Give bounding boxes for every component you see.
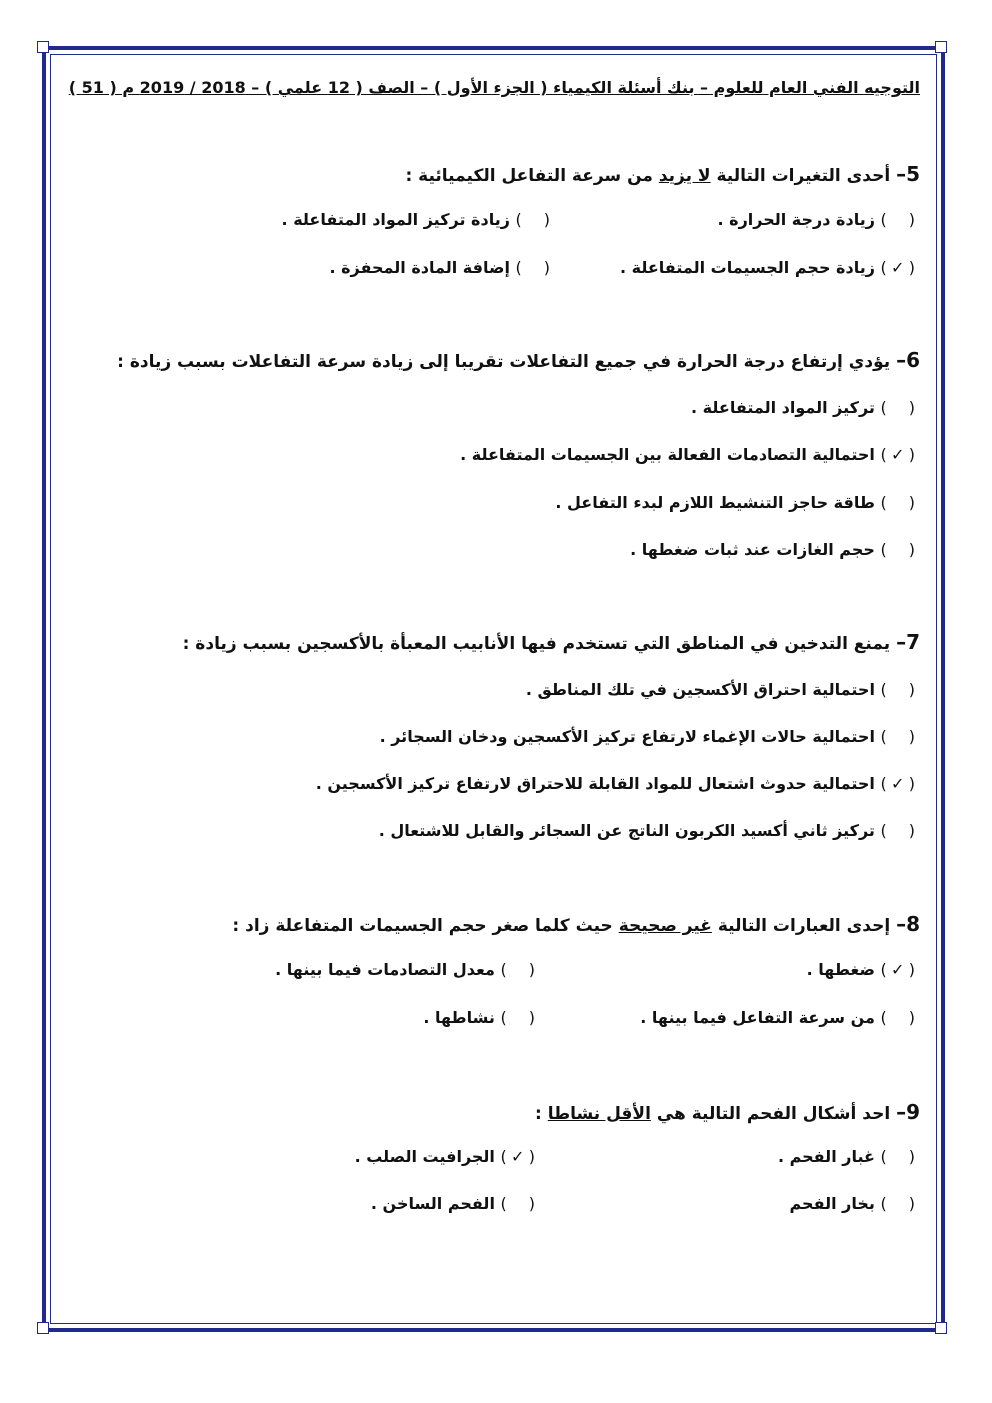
question-number: 5– — [896, 162, 920, 186]
option-7c[interactable]: (✓) احتمالية حدوث اشتعال للمواد القابلة للاحتراق لارتفاع تركيز الأكسجين . — [315, 774, 915, 793]
option-text: من سرعة التفاعل فيما بينها . — [640, 1008, 875, 1027]
option-7b[interactable]: () احتمالية حالات الإغماء لارتفاع تركيز الأكسجين ودخان السجائر . — [379, 727, 915, 746]
option-5a[interactable]: () زيادة درجة الحرارة . — [717, 210, 915, 229]
question-text: يمنع التدخين في المناطق التي تستخدم فيها الأنابيب المعبأة بالأكسجين بسبب زيادة : — [182, 634, 891, 654]
question-6 — [117, 348, 920, 372]
option-text: طاقة حاجز التنشيط اللازم لبدء التفاعل . — [555, 493, 875, 512]
option-text: ضغطها . — [806, 960, 875, 979]
check-icon[interactable]: ✓ — [891, 960, 905, 979]
question-text: حيث كلما صغر حجم الجسيمات المتفاعلة زاد : — [232, 916, 613, 936]
question-text: احد أشكال الفحم التالية هي — [656, 1104, 891, 1124]
option-text: الجرافيت الصلب . — [354, 1147, 495, 1166]
corner-ornament — [935, 1322, 947, 1334]
question-number: 6– — [896, 348, 920, 372]
worksheet-page — [60, 60, 920, 1310]
option-6a[interactable]: () تركيز المواد المتفاعلة . — [691, 398, 915, 417]
option-text: الفحم الساخن . — [370, 1194, 495, 1213]
question-5 — [405, 162, 920, 186]
question-text: : — [535, 1104, 542, 1124]
question-text: يؤدي إرتفاع درجة الحرارة في جميع التفاعلات تقريبا إلى زيادة سرعة التفاعلات بسبب زيادة : — [117, 352, 891, 372]
option-7a[interactable]: () احتمالية احتراق الأكسجين في تلك المناطق . — [525, 680, 915, 699]
option-text: غبار الفحم . — [777, 1147, 875, 1166]
option-text: احتمالية احتراق الأكسجين في تلك المناطق . — [525, 680, 875, 699]
question-emphasis: غير صحيحة — [618, 916, 712, 936]
check-icon[interactable]: ✓ — [891, 774, 905, 793]
option-9a[interactable]: () غبار الفحم . — [777, 1147, 915, 1166]
question-number: 7– — [896, 630, 920, 654]
question-text: أحدى التغيرات التالية — [716, 166, 891, 186]
question-emphasis: لا يزيد — [658, 166, 711, 186]
question-text: من سرعة التفاعل الكيميائية : — [405, 166, 653, 186]
page-header: التوجيه الفني العام للعلوم – بنك أسئلة الكيمياء ( الجزء الأول ) – الصف ( 12 علمي ) – 2018 / 2019 م ( 51 ) — [68, 78, 920, 97]
option-9c[interactable]: () بخار الفحم — [789, 1194, 915, 1213]
option-text: حجم الغازات عند ثبات ضغطها . — [630, 540, 875, 559]
option-5d[interactable]: () إضافة المادة المحفزة . — [329, 258, 550, 277]
option-text: احتمالية التصادمات الفعالة بين الجسيمات المتفاعلة . — [460, 445, 875, 464]
check-icon[interactable]: ✓ — [891, 445, 905, 464]
option-text: معدل التصادمات فيما بينها . — [275, 960, 495, 979]
corner-ornament — [37, 1322, 49, 1334]
option-5b[interactable]: () زيادة تركيز المواد المتفاعلة . — [281, 210, 550, 229]
option-text: احتمالية حدوث اشتعال للمواد القابلة للاحتراق لارتفاع تركيز الأكسجين . — [315, 774, 875, 793]
corner-ornament — [37, 41, 49, 53]
corner-ornament — [935, 41, 947, 53]
option-8c[interactable]: () من سرعة التفاعل فيما بينها . — [640, 1008, 915, 1027]
option-text: إضافة المادة المحفزة . — [329, 258, 510, 277]
question-9 — [535, 1100, 920, 1124]
option-text: نشاطها . — [423, 1008, 495, 1027]
question-emphasis: الأقل نشاطا — [547, 1104, 651, 1124]
option-9b[interactable]: (✓) الجرافيت الصلب . — [354, 1147, 535, 1166]
question-text: إحدى العبارات التالية — [717, 916, 891, 936]
option-text: بخار الفحم — [789, 1194, 875, 1213]
option-6b[interactable]: (✓) احتمالية التصادمات الفعالة بين الجسيمات المتفاعلة . — [460, 445, 915, 464]
check-icon[interactable]: ✓ — [891, 258, 905, 277]
option-8d[interactable]: () نشاطها . — [423, 1008, 535, 1027]
option-8a[interactable]: (✓) ضغطها . — [806, 960, 915, 979]
option-text: تركيز ثاني أكسيد الكربون الناتج عن السجائر والقابل للاشتعال . — [378, 821, 875, 840]
option-text: زيادة تركيز المواد المتفاعلة . — [281, 210, 510, 229]
option-text: احتمالية حالات الإغماء لارتفاع تركيز الأكسجين ودخان السجائر . — [379, 727, 875, 746]
question-7 — [183, 630, 920, 654]
question-number: 9– — [896, 1100, 920, 1124]
check-icon[interactable]: ✓ — [511, 1147, 525, 1166]
option-text: زيادة درجة الحرارة . — [717, 210, 875, 229]
option-6d[interactable]: () حجم الغازات عند ثبات ضغطها . — [630, 540, 915, 559]
question-8 — [232, 912, 920, 936]
option-8b[interactable]: () معدل التصادمات فيما بينها . — [275, 960, 535, 979]
option-9d[interactable]: () الفحم الساخن . — [370, 1194, 535, 1213]
option-text: تركيز المواد المتفاعلة . — [691, 398, 875, 417]
option-7d[interactable]: () تركيز ثاني أكسيد الكربون الناتج عن السجائر والقابل للاشتعال . — [378, 821, 915, 840]
option-6c[interactable]: () طاقة حاجز التنشيط اللازم لبدء التفاعل . — [555, 493, 915, 512]
question-number: 8– — [896, 912, 920, 936]
option-5c[interactable]: (✓) زيادة حجم الجسيمات المتفاعلة . — [619, 258, 915, 277]
option-text: زيادة حجم الجسيمات المتفاعلة . — [619, 258, 875, 277]
